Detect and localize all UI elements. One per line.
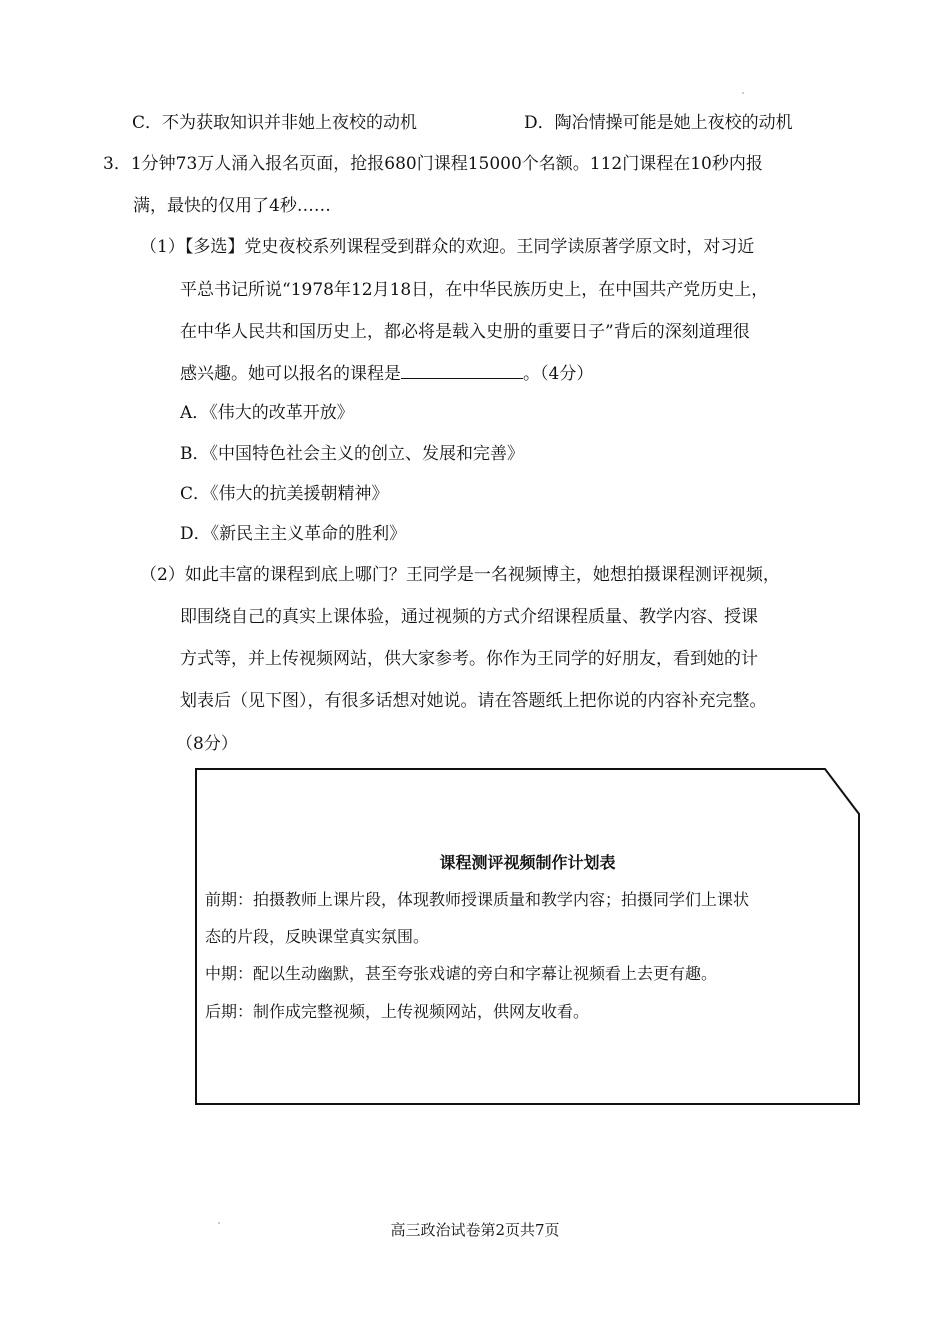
q3-1-option-a: A．《伟大的改革开放》 (180, 403, 354, 423)
q3-stem-line2: 满，最快的仅用了4秒…… (133, 196, 331, 216)
q3-1-line3: 在中华人民共和国历史上，都必将是载入史册的重要日子”背后的深刻道理很 (180, 322, 750, 342)
plan-box-line1: 前期：拍摄教师上课片段，体现教师授课质量和教学内容；拍摄同学们上课状 (205, 890, 750, 909)
q3-1-option-c: C．《伟大的抗美援朝精神》 (180, 484, 389, 504)
q3-1-option-b: B．《中国特色社会主义的创立、发展和完善》 (180, 444, 524, 464)
plan-box (195, 768, 860, 1105)
plan-box-line2: 态的片段，反映课堂真实氛围。 (205, 927, 430, 946)
q3-1-line2: 平总书记所说“1978年12月18日，在中华民族历史上，在中国共产党历史上， (180, 280, 769, 300)
plan-box-line3: 中期：配以生动幽默，甚至夸张戏谑的旁白和字幕让视频看上去更有趣。 (205, 964, 718, 983)
q3-1-line4-text: 感兴趣。她可以报名的课程是 (180, 364, 401, 384)
q3-1-option-d: D．《新民主主义革命的胜利》 (180, 524, 407, 544)
plan-box-title: 课程测评视频制作计划表 (439, 853, 616, 872)
q3-1-line4 (180, 362, 593, 385)
q3-2-line1: （2）如此丰富的课程到底上哪门？王同学是一名视频博主，她想拍摄课程测评视频， (140, 565, 780, 585)
q2-option-d: D．陶冶情操可能是她上夜校的动机 (524, 113, 793, 133)
scan-dot (742, 92, 744, 94)
page-footer: 高三政治试卷第2页共7页 (390, 1221, 560, 1239)
q3-2-points: （8分） (176, 734, 238, 754)
q2-option-c: C．不为获取知识并非她上夜校的动机 (132, 113, 418, 133)
plan-box-line4: 后期：制作成完整视频，上传视频网站，供网友收看。 (205, 1002, 590, 1021)
q3-2-line4: 划表后（见下图），有很多话想对她说。请在答题纸上把你说的内容补充完整。 (180, 691, 767, 711)
q3-1-points: 。（4分） (523, 364, 594, 384)
q3-stem-line1: 3．1分钟73万人涌入报名页面，抢报680门课程15000个名额。112门课程在10秒内报 (103, 154, 763, 174)
q3-2-line2: 即围绕自己的真实上课体验，通过视频的方式介绍课程质量、教学内容、授课 (180, 607, 758, 627)
answer-blank (401, 362, 523, 379)
q3-1-line1: （1）【多选】党史夜校系列课程受到群众的欢迎。王同学读原著学原文时，对习近 (140, 237, 755, 257)
q3-2-line3: 方式等，并上传视频网站，供大家参考。你作为王同学的好朋友，看到她的计 (180, 649, 758, 669)
